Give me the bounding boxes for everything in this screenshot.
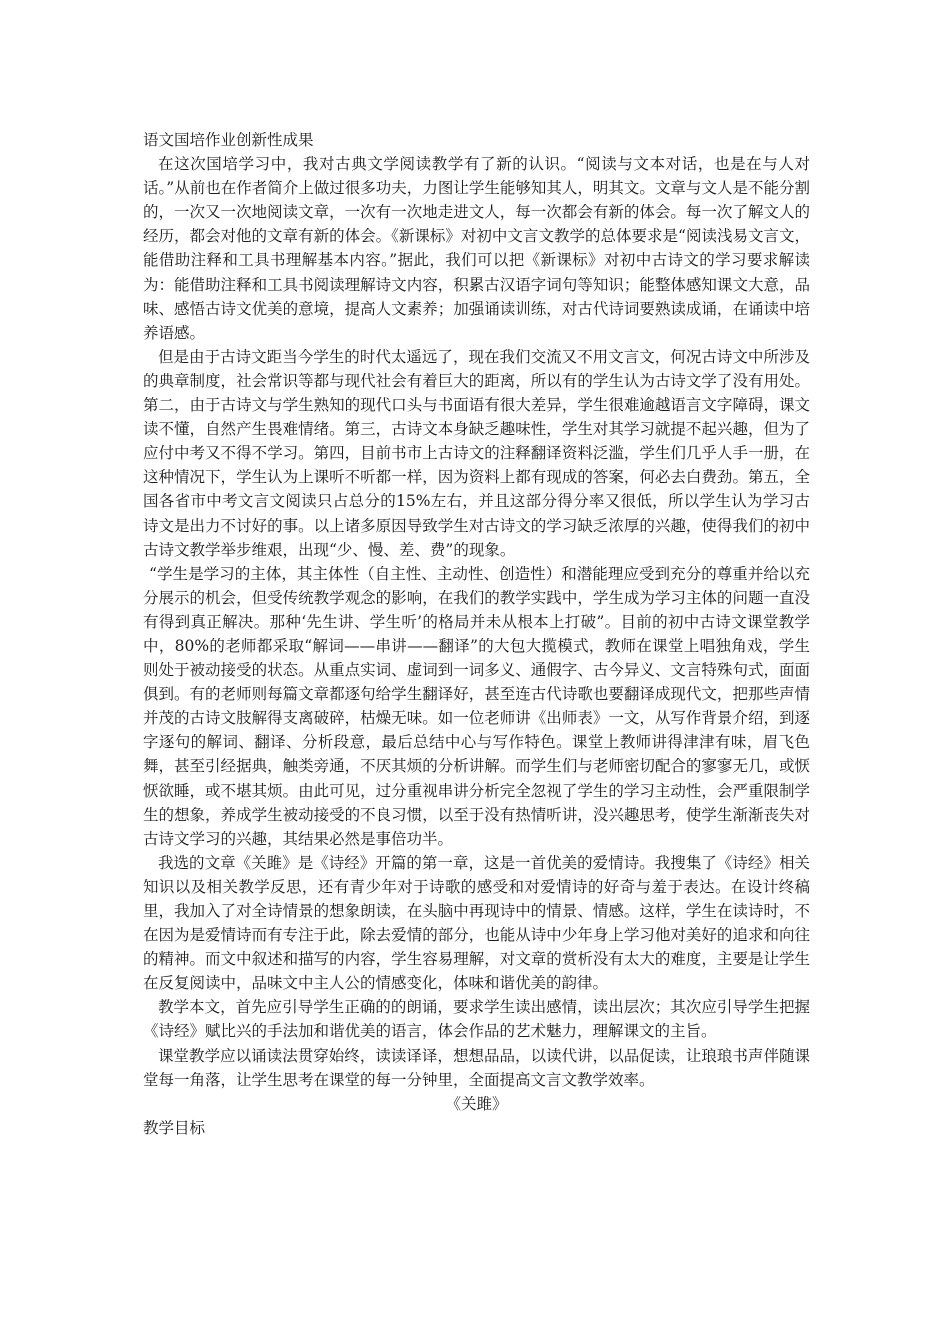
section-heading: 教学目标 [143, 1118, 206, 1137]
paragraph-2: 但是由于古诗文距当今学生的时代太遥远了，现在我们交流又不用文言文，何况古诗文中所涉及的典章制度，社会常识等都与现代社会有着巨大的距离，所以有的学生认为古诗文学了没有用处。第二，由于古诗文与学生熟知的现代口头与书面语有很大差异，学生很难逾越语言文字障碍，课文读不懂，自然产生畏难情绪。第三，古诗文本身缺乏趣味性，学生对其学习就提不起兴趣，但为了应付中考又不得不学习。第四，目前书市上古诗文的注释翻译资料泛滥，学生们几乎人手一册，在这种情况下，学生认为上课听不听都一样，因为资料上都有现成的答案，何必去白费劲。第五，全国各省市中考文言文阅读只占总分的15%左右，并且这部分得分率又很低，所以学生认为学习古诗文是出力不讨好的事。以上诸多原因导致学生对古诗文的学习缺乏浓厚的兴趣，使得我们的初中古诗文教学举步维艰，出现“少、慢、差、费”的现象。 [143, 347, 810, 559]
paragraph-1: 在这次国培学习中，我对古典文学阅读教学有了新的认识。“阅读与文本对话，也是在与人对话。”从前也在作者简介上做过很多功夫，力图让学生能够知其人，明其文。文章与文人是不能分割的，一次又一次地阅读文章，一次有一次地走进文人，每一次都会有新的体会。每一次了解文人的经历，都会对他的文章有新的体会。《新课标》对初中文言文教学的总体要求是“阅读浅易文言文，能借助注释和工具书理解基本内容。”据此，我们可以把《新课标》对初中古诗文的学习要求解读为：能借助注释和工具书阅读理解诗文内容，积累古汉语字词句等知识；能整体感知课文大意，品味、感悟古诗文优美的意境，提高人文素养；加强诵读训练，对古代诗词要熟读成诵，在诵读中培养语感。 [143, 155, 810, 342]
paragraph-3: “学生是学习的主体，其主体性（自主性、主动性、创造性）和潜能理应受到充分的尊重并给以充分展示的机会，但受传统教学观念的影响，在我们的教学实践中，学生成为学习主体的问题一直没有得到真正解决。那种‘先生讲、学生听’的格局并未从根本上打破”。目前的初中古诗文课堂教学中，80%的老师都采取“解词——串讲——翻译”的大包大揽模式，教师在课堂上唱独角戏，学生则处于被动接受的状态。从重点实词、虚词到一词多义、通假字、古今异义、文言特殊句式，面面俱到。有的老师则每篇文章都逐句给学生翻译好，甚至连古代诗歌也要翻译成现代文，把那些声情并茂的古诗文肢解得支离破碎，枯燥无味。如一位老师讲《出师表》一文，从写作背景介绍，到逐字逐句的解词、翻译、分析段意，最后总结中心与写作特色。课堂上教师讲得津津有味，眉飞色舞，甚至引经据典，触类旁通，不厌其烦的分析讲解。而学生们与老师密切配合的寥寥无几，或恹恹欲睡，或不堪其烦。由此可见，过分重视串讲分析完全忽视了学生的学习主动性，会严重限制学生的想象，养成学生被动接受的不良习惯，以至于没有热情听讲，没兴趣思考，使学生渐渐丧失对古诗文学习的兴趣，其结果必然是事倍功半。 [143, 564, 810, 848]
document-title: 语文国培作业创新性成果 [143, 131, 314, 149]
paragraph-5: 教学本文，首先应引导学生正确的的朗诵，要求学生读出感情，读出层次；其次应引导学生把握《诗经》赋比兴的手法加和谐优美的语言，体会作品的艺术魅力，理解课文的主旨。 [143, 998, 810, 1041]
paragraph-4: 我选的文章《关雎》是《诗经》开篇的第一章，这是一首优美的爱情诗。我搜集了《诗经》相关知识以及相关教学反思，还有青少年对于诗歌的感受和对爱情诗的好奇与羞于表达。在设计终稿里，我加入了对全诗情景的想象朗读，在头脑中再现诗中的情景、情感。这样，学生在读诗时，不在因为是爱情诗而有专注于此，除去爱情的部分，也能从诗中少年身上学习他对美好的追求和向往的精神。而文中叙述和描写的内容，学生容易理解，对文章的赏析没有太大的难度，主要是让学生在反复阅读中，品味文中主人公的情感变化，体味和谐优美的韵律。 [143, 853, 810, 993]
document-body [143, 128, 810, 1140]
poem-title-heading: 《关雎》 [445, 1094, 508, 1113]
paragraph-6: 课堂教学应以诵读法贯穿始终，读读译译，想想品品，以读代讲，以品促读，让琅琅书声伴随课堂每一角落，让学生思考在课堂的每一分钟里，全面提高文言文教学效率。 [143, 1046, 810, 1089]
